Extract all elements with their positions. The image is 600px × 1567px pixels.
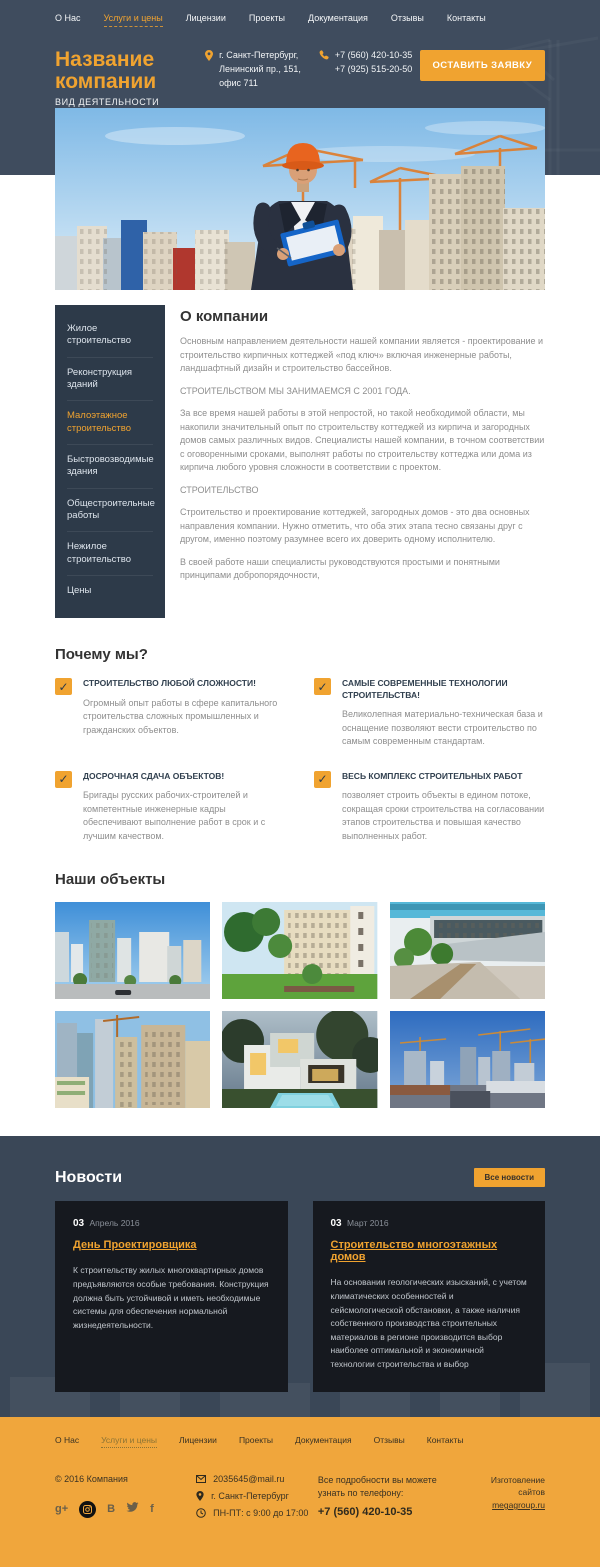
footer-city: г. Санкт-Петербург [211, 1490, 289, 1501]
news-date [73, 1218, 270, 1229]
phone-number-2[interactable]: +7 (925) 515-20-50 [334, 63, 413, 74]
about-paragraph: СТРОИТЕЛЬСТВОМ МЫ ЗАНИМАЕМСЯ С 2001 ГОДА. [180, 385, 411, 396]
news-month-year: Март 2016 [347, 1218, 389, 1229]
news-title: Новости [55, 1168, 123, 1186]
object-photo-city-towers[interactable] [55, 902, 210, 999]
phone-note-line-1: Все подробности вы можете [317, 1474, 437, 1485]
nav-reviews[interactable]: Отзывы [390, 13, 424, 23]
header-phones [319, 49, 420, 77]
footer-email[interactable]: 2035645@mail.ru [213, 1473, 285, 1484]
footer-nav-documentation[interactable]: Документация [295, 1434, 352, 1445]
about-paragraph: Основным направлением деятельности нашей компании является - проектирование и строительство кирпичных коттеджей «под ключ» включая инженерные работы, ландшафтный дизайн и строительство бассейнов. [180, 336, 544, 373]
footer-nav-reviews[interactable]: Отзывы [373, 1434, 405, 1445]
news-day: 03 [330, 1218, 342, 1230]
footer-nav-services[interactable]: Услуги и цены [101, 1435, 157, 1448]
about-section [180, 305, 545, 618]
news-section [0, 1136, 600, 1416]
news-text: На основании геологических изысканий, с учетом климатических особенностей и сейсмологической обстановки, а также наличия собственного производства строительных материалов в регионе производится выбор наиболее оптимальной и экономичной технологии строительства и выбор [330, 1277, 527, 1369]
sidebar-item-prices[interactable]: Цены [67, 585, 92, 597]
nav-licenses[interactable]: Лицензии [185, 13, 226, 23]
sidebar-item-nonresidential[interactable]: Нежилое строительство [67, 532, 153, 576]
objects-title: Наши объекты [55, 871, 166, 889]
about-paragraph: В своей работе наши специалисты руководствуются простыми и понятными принципами добропорядочности, [180, 556, 500, 580]
about-paragraph: За все время нашей работы в этой непростой, но такой необходимой области, мы накопили значительный опыт по строительству коттеджей из кирпича и загородных домов самых различных видов. Специалисты нашей компании, в точном соответствии с оговоренными сроками, выполнят работы по строительству коттеджа или дома из кирпича любого уровня сложности в соответствии с проектом. [180, 408, 545, 472]
footer-nav-about[interactable]: О Нас [55, 1434, 80, 1445]
phone-note-line-2: узнать по телефону: [317, 1488, 404, 1499]
feature-any-complexity [55, 678, 286, 748]
header-address [205, 49, 319, 91]
facebook-icon[interactable]: f [150, 1502, 154, 1515]
news-item-link[interactable]: Строительство многоэтажных домов [330, 1239, 498, 1264]
news-card [313, 1201, 546, 1391]
nav-services[interactable]: Услуги и цены [104, 13, 163, 27]
submit-request-button[interactable]: ОСТАВИТЬ ЗАЯВКУ [420, 50, 545, 81]
twitter-icon[interactable] [126, 1502, 139, 1516]
feature-title: САМЫЕ СОВРЕМЕННЫЕ ТЕХНОЛОГИИ СТРОИТЕЛЬСТВА! [342, 678, 508, 700]
feature-early-delivery [55, 771, 286, 843]
our-objects-section [55, 871, 545, 1136]
copyright: © 2016 Компания [55, 1473, 128, 1484]
sidebar-item-reconstruction[interactable]: Реконструкция зданий [67, 358, 153, 402]
address-line-2: Ленинский пр., 151, офис 711 [219, 63, 301, 88]
nav-about[interactable]: О Нас [55, 13, 81, 23]
header-main-row [0, 27, 600, 107]
footer-phone-number[interactable]: +7 (560) 420-10-35 [317, 1505, 413, 1518]
news-card [55, 1201, 288, 1391]
feature-text: Бригады русских рабочих-строителей и компетентные инженерные кадры обеспечивают выполнение работ в срок и с лучшим качеством. [83, 790, 266, 841]
location-pin-icon [205, 50, 213, 61]
made-by-link[interactable]: megagroup.ru [492, 1500, 545, 1511]
company-activity: ВИД ДЕЯТЕЛЬНОСТИ [55, 97, 160, 108]
sidebar-item-lowrise[interactable]: Малоэтажное строительство [67, 401, 153, 445]
google-plus-icon[interactable]: g+ [55, 1502, 69, 1515]
news-item-link[interactable]: День Проектировщика [73, 1239, 197, 1252]
footer-hours: ПН-ПТ: с 9:00 до 17:00 [213, 1507, 309, 1518]
checkmark-icon: ✓ [55, 771, 72, 788]
footer-nav-projects[interactable]: Проекты [238, 1434, 274, 1445]
social-links [55, 1501, 196, 1518]
nav-projects[interactable]: Проекты [248, 13, 285, 23]
about-paragraph: СТРОИТЕЛЬСТВО [180, 484, 259, 495]
feature-title: ВЕСЬ КОМПЛЕКС СТРОИТЕЛЬНЫХ РАБОТ [342, 770, 523, 781]
why-us-section [55, 646, 545, 843]
checkmark-icon: ✓ [55, 678, 72, 695]
feature-title: СТРОИТЕЛЬСТВО ЛЮБОЙ СЛОЖНОСТИ! [83, 678, 256, 689]
company-name: Название компании [55, 48, 157, 94]
sidebar-item-residential[interactable]: Жилое строительство [67, 314, 153, 358]
about-paragraph: Строительство и проектирование коттеджей, загородных домов - это два основных направления компании. Нужно отметить, что оба этих этапа тесно связаны друг с другом, именно поэтому разумнее всего их доверить одному исполнителю. [180, 507, 530, 544]
site-footer [0, 1417, 600, 1567]
object-photo-construction-cranes[interactable] [390, 1011, 545, 1108]
object-photo-apartment-block[interactable] [222, 902, 377, 999]
object-photo-highrise-construction[interactable] [55, 1011, 210, 1108]
object-photo-villa-pool[interactable] [222, 1011, 377, 1108]
feature-text: позволяет строить объекты в едином потоке, сокращая сроки строительства на согласовании этапов строительства и повышая качество выполненных работ. [342, 790, 545, 841]
checkmark-icon: ✓ [314, 771, 331, 788]
made-by-label: Изготовление сайтов [490, 1474, 545, 1498]
company-block [55, 49, 205, 107]
news-text: К строительству жилых многоквартирных домов предъявляются особые требования. Конструкция должна быть устойчивой и иметь необходимые системы для обеспечения нормальной жизнедеятельности. [73, 1265, 269, 1330]
phone-icon [319, 50, 329, 60]
footer-phone-block [318, 1474, 464, 1521]
object-photo-glass-office[interactable] [390, 902, 545, 999]
news-month-year: Апрель 2016 [89, 1218, 140, 1229]
feature-modern-tech [314, 678, 545, 748]
services-sidebar [55, 305, 165, 618]
address-line-1: г. Санкт-Петербург, [219, 50, 299, 60]
sidebar-item-prefab[interactable]: Быстровозводимые здания [67, 445, 153, 489]
news-date [331, 1218, 528, 1229]
vk-icon[interactable]: В [107, 1502, 116, 1515]
phone-number-1[interactable]: +7 (560) 420-10-35 [334, 50, 413, 60]
email-icon [196, 1475, 206, 1483]
hero-image-engineer-construction [55, 108, 545, 290]
checkmark-icon: ✓ [314, 678, 331, 695]
feature-text: Великолепная материально-техническая база и оснащение позволяют вести строительство по самым современным стандартам. [342, 709, 543, 747]
clock-icon [196, 1508, 206, 1518]
footer-nav [55, 1432, 545, 1448]
why-us-title: Почему мы? [55, 646, 148, 664]
location-pin-icon [196, 1491, 204, 1501]
feature-full-complex [314, 771, 545, 843]
all-news-button[interactable]: Все новости [474, 1168, 546, 1187]
nav-contacts[interactable]: Контакты [446, 13, 486, 23]
made-by-block [464, 1474, 545, 1512]
main-content [55, 305, 545, 1136]
feature-title: ДОСРОЧНАЯ СДАЧА ОБЪЕКТОВ! [83, 770, 225, 781]
footer-nav-licenses[interactable]: Лицензии [179, 1434, 217, 1445]
feature-text: Огромный опыт работы в сфере капитального строительства сложных промышленных и гражданских объектов. [83, 697, 278, 735]
nav-documentation[interactable]: Документация [308, 13, 368, 23]
about-title: О компании [180, 308, 269, 325]
footer-nav-contacts[interactable]: Контакты [426, 1434, 464, 1445]
sidebar-item-general-works[interactable]: Общестроительные работы [67, 489, 153, 533]
main-nav [0, 0, 600, 27]
news-day: 03 [73, 1218, 85, 1230]
instagram-icon[interactable] [79, 1501, 96, 1518]
